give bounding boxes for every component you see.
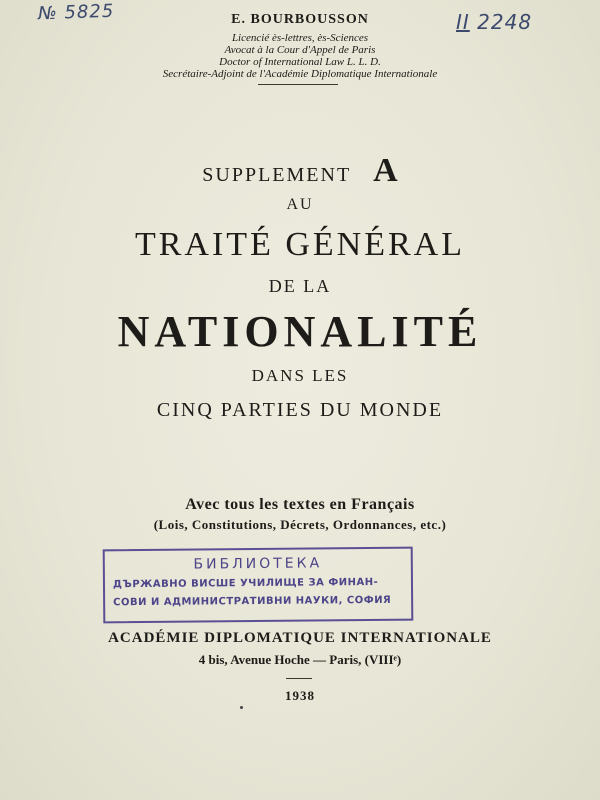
publication-year: 1938 (285, 688, 315, 703)
title-nationalite: NATIONALITÉ (117, 307, 483, 356)
inventory-number-left: № 5825 (37, 0, 115, 25)
inventory-number: 2248 (477, 10, 533, 34)
supplement-word: SUPPLEMENT (202, 164, 352, 186)
supplement-heading (0, 152, 600, 190)
divider (258, 84, 338, 85)
publisher-address: 4 bis, Avenue Hoche — Paris, (VIIIᵉ) (198, 652, 402, 667)
publisher-name: ACADÉMIE DIPLOMATIQUE INTERNATIONALE (108, 630, 492, 646)
stamp-line-1: БИБЛИОТЕКА (193, 555, 323, 573)
divider (286, 678, 312, 679)
title-au: AU (286, 196, 314, 213)
title-de-la: DE LA (268, 276, 332, 296)
title-cinq-parties: CINQ PARTIES DU MONDE (156, 399, 444, 421)
stamp-line-3: СОВИ И АДМИНИСТРАТИВНИ НАУКИ, СОФИЯ (113, 594, 392, 609)
library-stamp (103, 547, 414, 624)
stamp-line-2: ДЪРЖАВНО ВИСШЕ УЧИЛИЩЕ ЗА ФИНАН- (112, 576, 379, 591)
texts-list: (Lois, Constitutions, Décrets, Ordonnances, etc.) (153, 517, 447, 532)
ink-speck (240, 706, 243, 709)
credential-line: Secrétaire-Adjoint de l'Académie Diplomatique Internationale (162, 68, 438, 80)
texts-note: Avec tous les textes en Français (185, 496, 415, 513)
title-dans-les: DANS LES (251, 366, 349, 385)
title-traite: TRAITÉ GÉNÉRAL (134, 226, 465, 263)
supplement-letter: A (373, 152, 398, 189)
inventory-prefix: II (456, 10, 470, 34)
credential-line: Avocat à la Cour d'Appel de Paris (224, 44, 376, 56)
author-name: E. BOURBOUSSON (231, 12, 369, 27)
credential-line: Licencié ès-lettres, ès-Sciences (231, 32, 369, 44)
credential-line: Doctor of International Law L. L. D. (219, 56, 381, 68)
